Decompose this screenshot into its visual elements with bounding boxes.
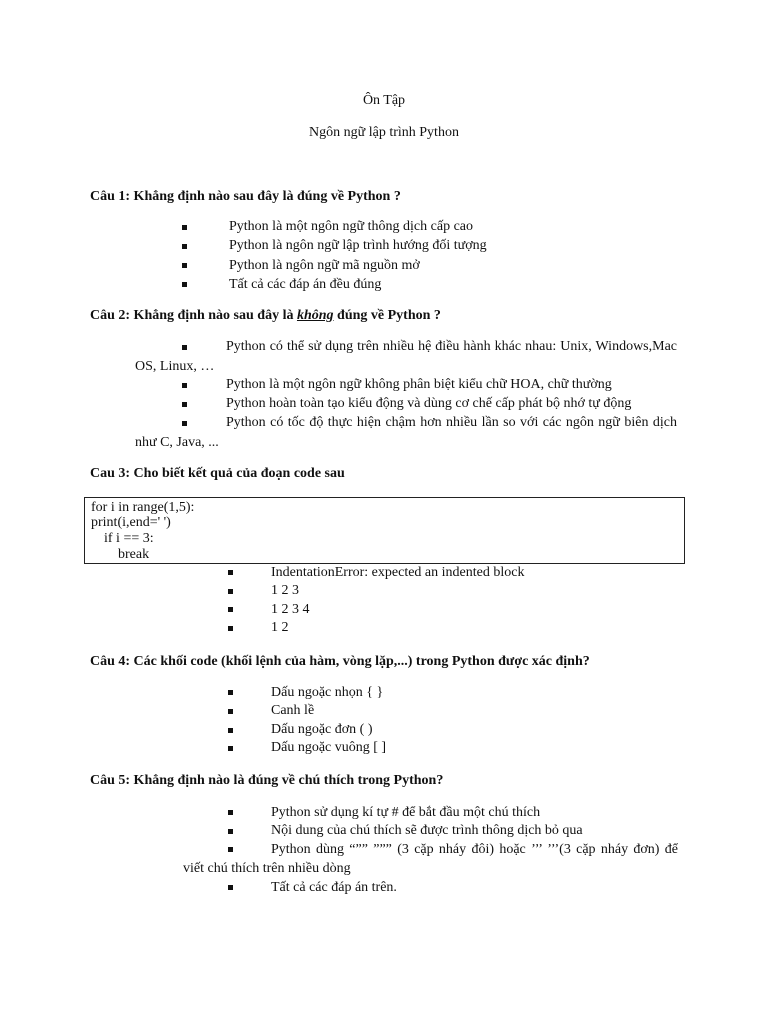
- q3-option-3: 1 2 3 4: [271, 602, 310, 617]
- question-2-label: [90, 309, 441, 323]
- bullet-marker: [228, 847, 233, 852]
- q2-option-1-line-1: Python có thể sử dụng trên nhiều hệ điều hành khác nhau: Unix, Windows,Mac: [226, 339, 677, 354]
- q2-option-4-line-2: như C, Java, ...: [135, 435, 219, 450]
- question-4-label: Câu 4: Các khối code (khối lệnh của hàm, vòng lặp,...) trong Python được xác định?: [90, 654, 590, 669]
- code-box: [84, 497, 685, 564]
- q3-option-4: 1 2: [271, 620, 289, 635]
- q4-option-3: Dấu ngoặc đơn ( ): [271, 722, 373, 737]
- bullet-marker: [182, 421, 187, 426]
- q1-option-4: Tất cả các đáp án đều đúng: [229, 277, 382, 292]
- q4-option-1: Dấu ngoặc nhọn { }: [271, 685, 384, 700]
- bullet-marker: [228, 607, 233, 612]
- bullet-marker: [182, 263, 187, 268]
- q2-option-2: Python là một ngôn ngữ không phân biệt kiểu chữ HOA, chữ thường: [226, 377, 612, 392]
- q4-option-2: Canh lề: [271, 703, 315, 718]
- code-line-3: if i == 3:: [104, 531, 154, 546]
- q4-option-4: Dấu ngoặc vuông [ ]: [271, 740, 387, 755]
- q1-option-3: Python là ngôn ngữ mã nguồn mở: [229, 258, 420, 273]
- q5-option-1: Python sử dụng kí tự # để bắt đầu một chú thích: [271, 805, 541, 820]
- bullet-marker: [228, 626, 233, 631]
- bullet-marker: [228, 690, 233, 695]
- bullet-marker: [182, 225, 187, 230]
- q2-option-3: Python hoàn toàn tạo kiểu động và dùng cơ chế cấp phát bộ nhớ tự động: [226, 396, 632, 411]
- bullet-marker: [182, 282, 187, 287]
- q5-option-4: Tất cả các đáp án trên.: [271, 880, 397, 895]
- q5-option-3-line-2: viết chú thích trên nhiều dòng: [183, 861, 351, 876]
- bullet-marker: [228, 570, 233, 575]
- bullet-marker: [182, 402, 187, 407]
- question-1-label: Câu 1: Khẳng định nào sau đây là đúng về Python ?: [90, 189, 401, 204]
- question-5-label: Câu 5: Khẳng định nào là đúng về chú thích trong Python?: [90, 773, 444, 788]
- q5-option-2: Nội dung của chú thích sẽ được trình thông dịch bỏ qua: [271, 823, 583, 838]
- q1-option-1: Python là một ngôn ngữ thông dịch cấp cao: [229, 219, 473, 234]
- q2-option-1-line-2: OS, Linux, …: [135, 359, 215, 374]
- document-title: Ôn Tập: [362, 93, 406, 108]
- bullet-marker: [228, 829, 233, 834]
- bullet-marker: [228, 709, 233, 714]
- bullet-marker: [228, 589, 233, 594]
- code-line-2: print(i,end=' '): [91, 515, 171, 530]
- code-line-1: for i in range(1,5):: [91, 500, 195, 515]
- code-line-4: break: [118, 547, 150, 562]
- q3-option-1: IndentationError: expected an indented block: [271, 565, 525, 580]
- bullet-marker: [182, 244, 187, 249]
- question-2-label-end: đúng về Python ?: [333, 308, 441, 323]
- question-2-label-start: Câu 2: Khẳng định nào sau đây là: [90, 308, 297, 323]
- document-subtitle: Ngôn ngữ lập trình Python: [309, 125, 459, 140]
- bullet-marker: [228, 810, 233, 815]
- bullet-marker: [182, 383, 187, 388]
- bullet-marker: [228, 728, 233, 733]
- bullet-marker: [228, 885, 233, 890]
- q5-option-3-line-1: Python dùng “”” ””” (3 cặp nháy đôi) hoặc ’’’ ’’’(3 cặp nháy đơn) để: [271, 842, 678, 857]
- question-3-label: Cau 3: Cho biết kết quả của đoạn code sau: [90, 466, 345, 481]
- bullet-marker: [228, 746, 233, 751]
- q2-option-4-line-1: Python có tốc độ thực hiện chậm hơn nhiều lần so với các ngôn ngữ biên dịch: [226, 415, 677, 430]
- bullet-marker: [182, 345, 187, 350]
- q1-option-2: Python là ngôn ngữ lập trình hướng đối tượng: [229, 238, 487, 253]
- question-2-emphasis: không: [296, 308, 334, 323]
- q3-option-2: 1 2 3: [271, 583, 299, 598]
